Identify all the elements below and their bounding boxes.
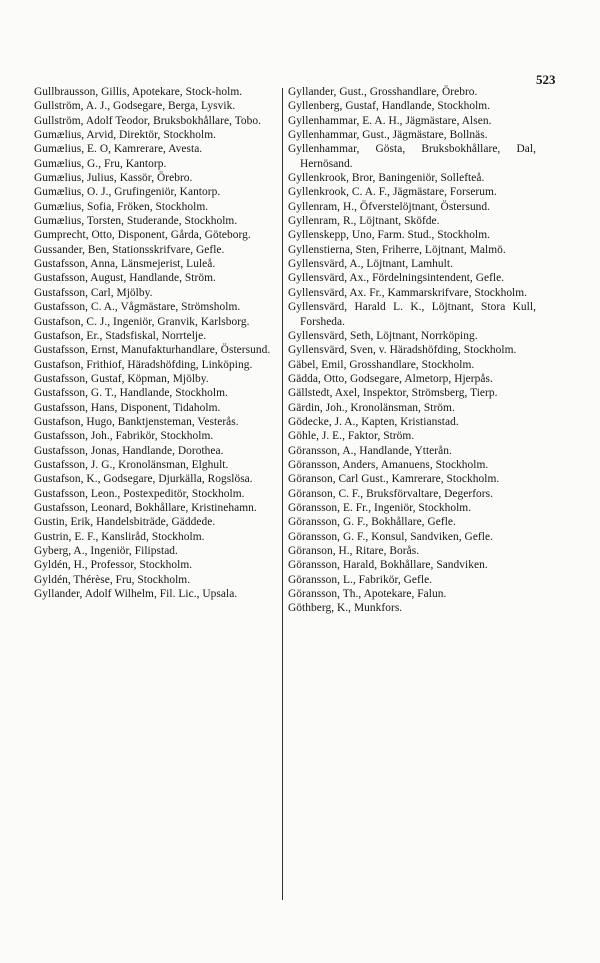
directory-entry: Göranson, C. F., Bruksförvaltare, Degerfors.: [288, 487, 494, 500]
directory-entry: Gyllensvärd, Seth, Löjtnant, Norrköping.: [288, 329, 478, 342]
directory-entry: Gyllenhammar, E. A. H., Jägmästare, Alsen.: [288, 114, 492, 127]
directory-entry: Gyberg, A., Ingeniör, Filipstad.: [34, 545, 178, 557]
directory-entry: Göransson, Harald, Bokhållare, Sandviken.: [288, 559, 488, 572]
directory-entry: Gumælius, O. J., Grufingeniör, Kantorp.: [34, 186, 221, 199]
directory-entry: Gumælius, Arvid, Direktör, Stockholm.: [34, 129, 217, 142]
directory-entry: Gyllenram, H., Öfverstelöjtnant, Östersund.: [288, 200, 491, 213]
directory-entry: Gussander, Ben, Stationsskrifvare, Gefle.: [34, 243, 225, 256]
directory-entry: Gustafsson, Jonas, Handlande, Dorothea.: [34, 444, 224, 457]
directory-entry: Gustafson, Frithiof, Häradshöfding, Linköping.: [34, 358, 253, 371]
directory-entry: Gyllenskepp, Uno, Farm. Stud., Stockholm.: [288, 229, 491, 242]
directory-entry: Gyllenberg, Gustaf, Handlande, Stockholm.: [288, 100, 491, 113]
directory-entry: Gyldén, Thérèse, Fru, Stockholm.: [34, 573, 191, 586]
directory-entry: Göransson, Anders, Amanuens, Stockholm.: [288, 458, 489, 471]
directory-entry: Gustafsson, Hans, Disponent, Tidaholm.: [34, 401, 221, 414]
directory-entry: Gärdin, Joh., Kronolänsman, Ström.: [288, 401, 455, 414]
directory-entry: Gumprecht, Otto, Disponent, Gårda, Göteborg.: [34, 229, 251, 242]
directory-entry: Gustafsson, August, Handlande, Ström.: [34, 272, 216, 285]
directory-entry: Gustafsson, Leon., Postexpeditör, Stockholm.: [34, 487, 245, 500]
directory-entry: Göransson, G. F., Bokhållare, Gefle.: [288, 516, 456, 529]
directory-entry: Göransson, Th., Apotekare, Falun.: [288, 588, 447, 601]
directory-entry: Gullström, Adolf Teodor, Bruksbokhållare, Tobo.: [34, 114, 262, 127]
directory-entry: Gustafson, Hugo, Banktjensteman, Vesterås.: [34, 415, 239, 428]
directory-entry: Gällstedt, Axel, Inspektor, Strömsberg, Tierp.: [288, 387, 498, 400]
directory-entry: Gustafsson, J. G., Kronolänsman, Elghult.: [34, 458, 229, 471]
directory-entry: Gyllensvärd, A., Löjtnant, Lamhult.: [288, 258, 453, 271]
directory-entry: Gustafson, C. J., Ingeniör, Granvik, Karlsborg.: [34, 315, 250, 328]
directory-entry: Göransson, A., Handlande, Ytterån.: [288, 444, 452, 457]
directory-entry: Gustin, Erik, Handelsbiträde, Gäddede.: [34, 516, 216, 529]
directory-entry: Gädda, Otto, Godsegare, Almetorp, Hjerpås.: [288, 372, 493, 385]
directory-entry: Göransson, G. F., Konsul, Sandviken, Gefle.: [288, 530, 493, 543]
directory-entry: Göhle, J. E., Faktor, Ström.: [288, 430, 415, 443]
directory-entry: Gyllenhammar, Gust., Jägmästare, Bollnäs.: [288, 129, 488, 142]
directory-entry: Göranson, H., Ritare, Borås.: [288, 545, 420, 557]
directory-entry: Gyllensvärd, Harald L. K., Löjtnant, Stora Kull, Forsheda.: [288, 301, 536, 328]
page-number: 523: [536, 72, 556, 87]
directory-entry: Gustrin, E. F., Kansliråd, Stockholm.: [34, 530, 205, 543]
directory-entry: Gustafson, Er., Stadsfiskal, Norrtelje.: [34, 329, 207, 342]
directory-entry: Gyllenram, R., Löjtnant, Sköfde.: [288, 215, 440, 228]
directory-entry: Gustafson, K., Godsegare, Djurkälla, Rogslösa.: [34, 473, 253, 486]
directory-entry: Gyllensvärd, Ax. Fr., Kammarskrifvare, Stockholm.: [288, 286, 528, 299]
directory-entry: Gyllander, Gust., Grosshandlare, Örebro.: [288, 86, 478, 98]
directory-entry: Gustafsson, Carl, Mjölby.: [34, 286, 153, 299]
directory-entry: Gödecke, J. A., Kapten, Kristianstad.: [288, 415, 459, 428]
directory-entry: Gumælius, G., Fru, Kantorp.: [34, 157, 167, 170]
directory-entry: Gumælius, Julius, Kassör, Örebro.: [34, 172, 193, 185]
directory-entry: Gyllensvärd, Ax., Fördelningsintendent, Gefle.: [288, 272, 505, 285]
directory-entry: Gäbel, Emil, Grosshandlare, Stockholm.: [288, 358, 475, 371]
directory-entry: Gustafsson, Leonard, Bokhållare, Kristinehamn.: [34, 501, 257, 514]
column-divider: [282, 88, 283, 900]
directory-entry: Göransson, L., Fabrikör, Gefle.: [288, 573, 433, 586]
directory-entry: Gyllenstierna, Sten, Friherre, Löjtnant, Malmö.: [288, 243, 506, 256]
directory-entry: Gumælius, E. O, Kamrerare, Avesta.: [34, 143, 203, 156]
directory-entry: Gyllenkrook, Bror, Baningeniör, Sollefteå.: [288, 172, 485, 185]
directory-entry: Gyllensvärd, Sven, v. Häradshöfding, Stockholm.: [288, 344, 517, 357]
directory-entry: Gumælius, Torsten, Studerande, Stockholm.: [34, 215, 238, 228]
directory-entry: Gustafsson, Anna, Länsmejerist, Luleå.: [34, 258, 216, 271]
left-column: [34, 85, 282, 601]
directory-entry: Gustafsson, Joh., Fabrikör, Stockholm.: [34, 430, 214, 443]
directory-entry: Gyldén, H., Professor, Stockholm.: [34, 559, 193, 572]
directory-entry: Gustafsson, G. T., Handlande, Stockholm.: [34, 387, 228, 400]
directory-entry: Gumælius, Sofia, Fröken, Stockholm.: [34, 200, 209, 213]
directory-entry: Göransson, E. Fr., Ingeniör, Stockholm.: [288, 501, 472, 514]
directory-entry: Gustafsson, Gustaf, Köpman, Mjölby.: [34, 372, 209, 385]
directory-entry: Gyllenhammar, Gösta, Bruksbokhållare, Dal, Hernösand.: [288, 143, 536, 170]
directory-entry: Gyllander, Adolf Wilhelm, Fil. Lic., Upsala.: [34, 588, 238, 601]
directory-entry: Gullbrausson, Gillis, Apotekare, Stock-holm.: [34, 86, 243, 98]
directory-entry: Gullström, A. J., Godsegare, Berga, Lysvik.: [34, 100, 236, 113]
right-column: [288, 85, 536, 616]
directory-entry: Göthberg, K., Munkfors.: [288, 602, 403, 615]
directory-entry: Gustafsson, C. A., Vågmästare, Strömsholm.: [34, 301, 241, 314]
directory-entry: Gyllenkrook, C. A. F., Jägmästare, Forserum.: [288, 186, 497, 199]
directory-entry: Gustafsson, Ernst, Manufakturhandlare, Östersund.: [34, 344, 271, 357]
directory-entry: Göranson, Carl Gust., Kamrerare, Stockholm.: [288, 473, 500, 486]
